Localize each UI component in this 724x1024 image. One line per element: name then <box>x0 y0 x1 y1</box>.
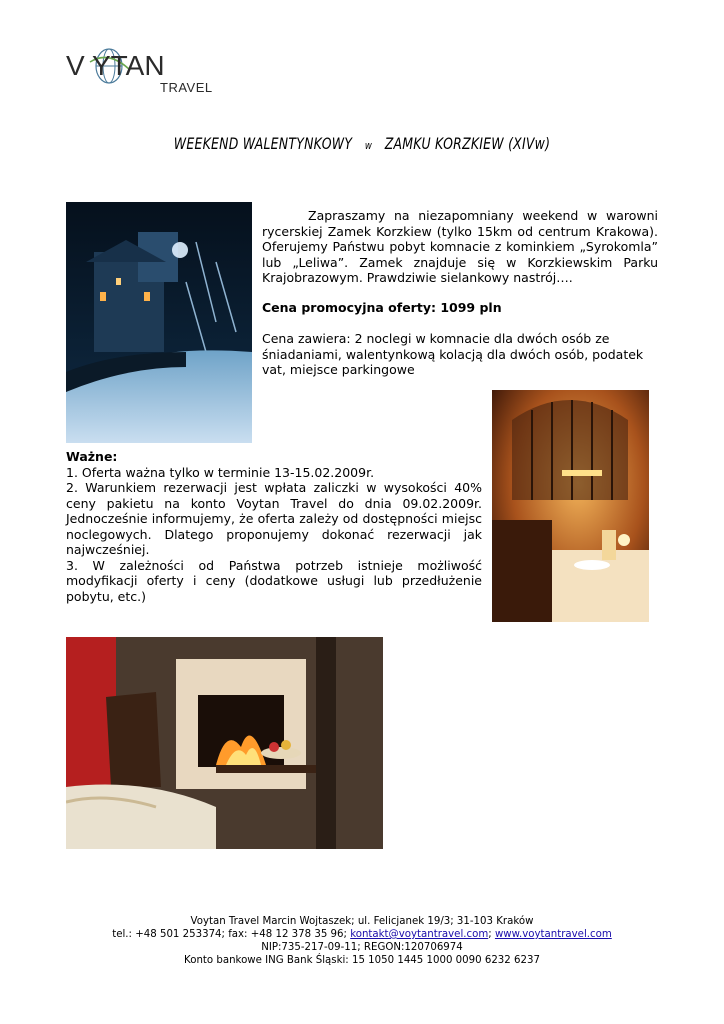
logo-wordmark: V YTAN <box>66 50 165 81</box>
email-link[interactable]: kontakt@voytantravel.com <box>350 929 489 940</box>
promo-price: Cena promocyjna oferty: 1099 pln <box>262 300 502 315</box>
title-w: w <box>364 139 373 152</box>
footer-phone-fax: tel.: +48 501 253374; fax: +48 12 378 35 96; <box>112 929 351 940</box>
logo-subtitle: TRAVEL <box>160 80 213 95</box>
price-includes: Cena zawiera: 2 noclegi w komnacie dla dwóch osób ze śniadaniami, walentynkową kolacją dla dwóch osób, podatek vat, miejsce parkingowe <box>262 331 644 377</box>
important-item-3: 3. W zależności od Państwa potrzeb istnieje możliwość modyfikacji oferty i ceny (dodatkowe usługi lub przedłużenie pobytu, etc.) <box>66 557 482 604</box>
castle-night-photo <box>66 202 252 443</box>
title-place: ZAMKU KORZKIEW (XIVw) <box>384 134 551 153</box>
page-title <box>80 134 645 153</box>
footer-tax-ids: NIP:735-217-09-11; REGON:120706974 <box>261 942 463 953</box>
footer <box>0 915 724 967</box>
important-heading: Ważne: <box>66 449 118 464</box>
fireplace-room-photo <box>66 637 383 849</box>
footer-address: Voytan Travel Marcin Wojtaszek; ul. Felicjanek 19/3; 31-103 Kraków <box>190 916 534 927</box>
footer-contact <box>0 928 724 941</box>
company-logo <box>66 44 226 100</box>
website-link[interactable]: www.voytantravel.com <box>494 929 612 940</box>
intro-paragraph: Zapraszamy na niezapomniany weekend w warowni rycerskiej Zamek Korzkiew (tylko 15km od centrum Krakowa). Oferujemy Państwu pobyt komnacie z kominkiem „Syrokomla” lub „Leliwa”. Zamek znajduje się w Korzkiewskim Parku Krajobrazowym. Prawdziwie sielankowy nastrój…. <box>262 208 658 285</box>
important-section <box>66 449 482 604</box>
important-item-1: 1. Oferta ważna tylko w terminie 13-15.02.2009r. <box>66 464 375 480</box>
title-main: WEEKEND WALENTYNKOWY <box>173 134 353 153</box>
dining-hall-photo <box>492 390 649 622</box>
important-item-2: 2. Warunkiem rezerwacji jest wpłata zaliczki w wysokości 40% ceny pakietu na konto Voytan Travel do dnia 09.02.2009r. Jednocześnie informujemy, że oferta zależy od dostępności miejsc noclegowych. Dlatego proponujemy dokonać rezerwacji jak najwcześniej. <box>66 480 482 557</box>
footer-separator: ; <box>488 929 495 940</box>
footer-bank-account: Konto bankowe ING Bank Śląski: 15 1050 1445 1000 0090 6232 6237 <box>184 955 540 966</box>
